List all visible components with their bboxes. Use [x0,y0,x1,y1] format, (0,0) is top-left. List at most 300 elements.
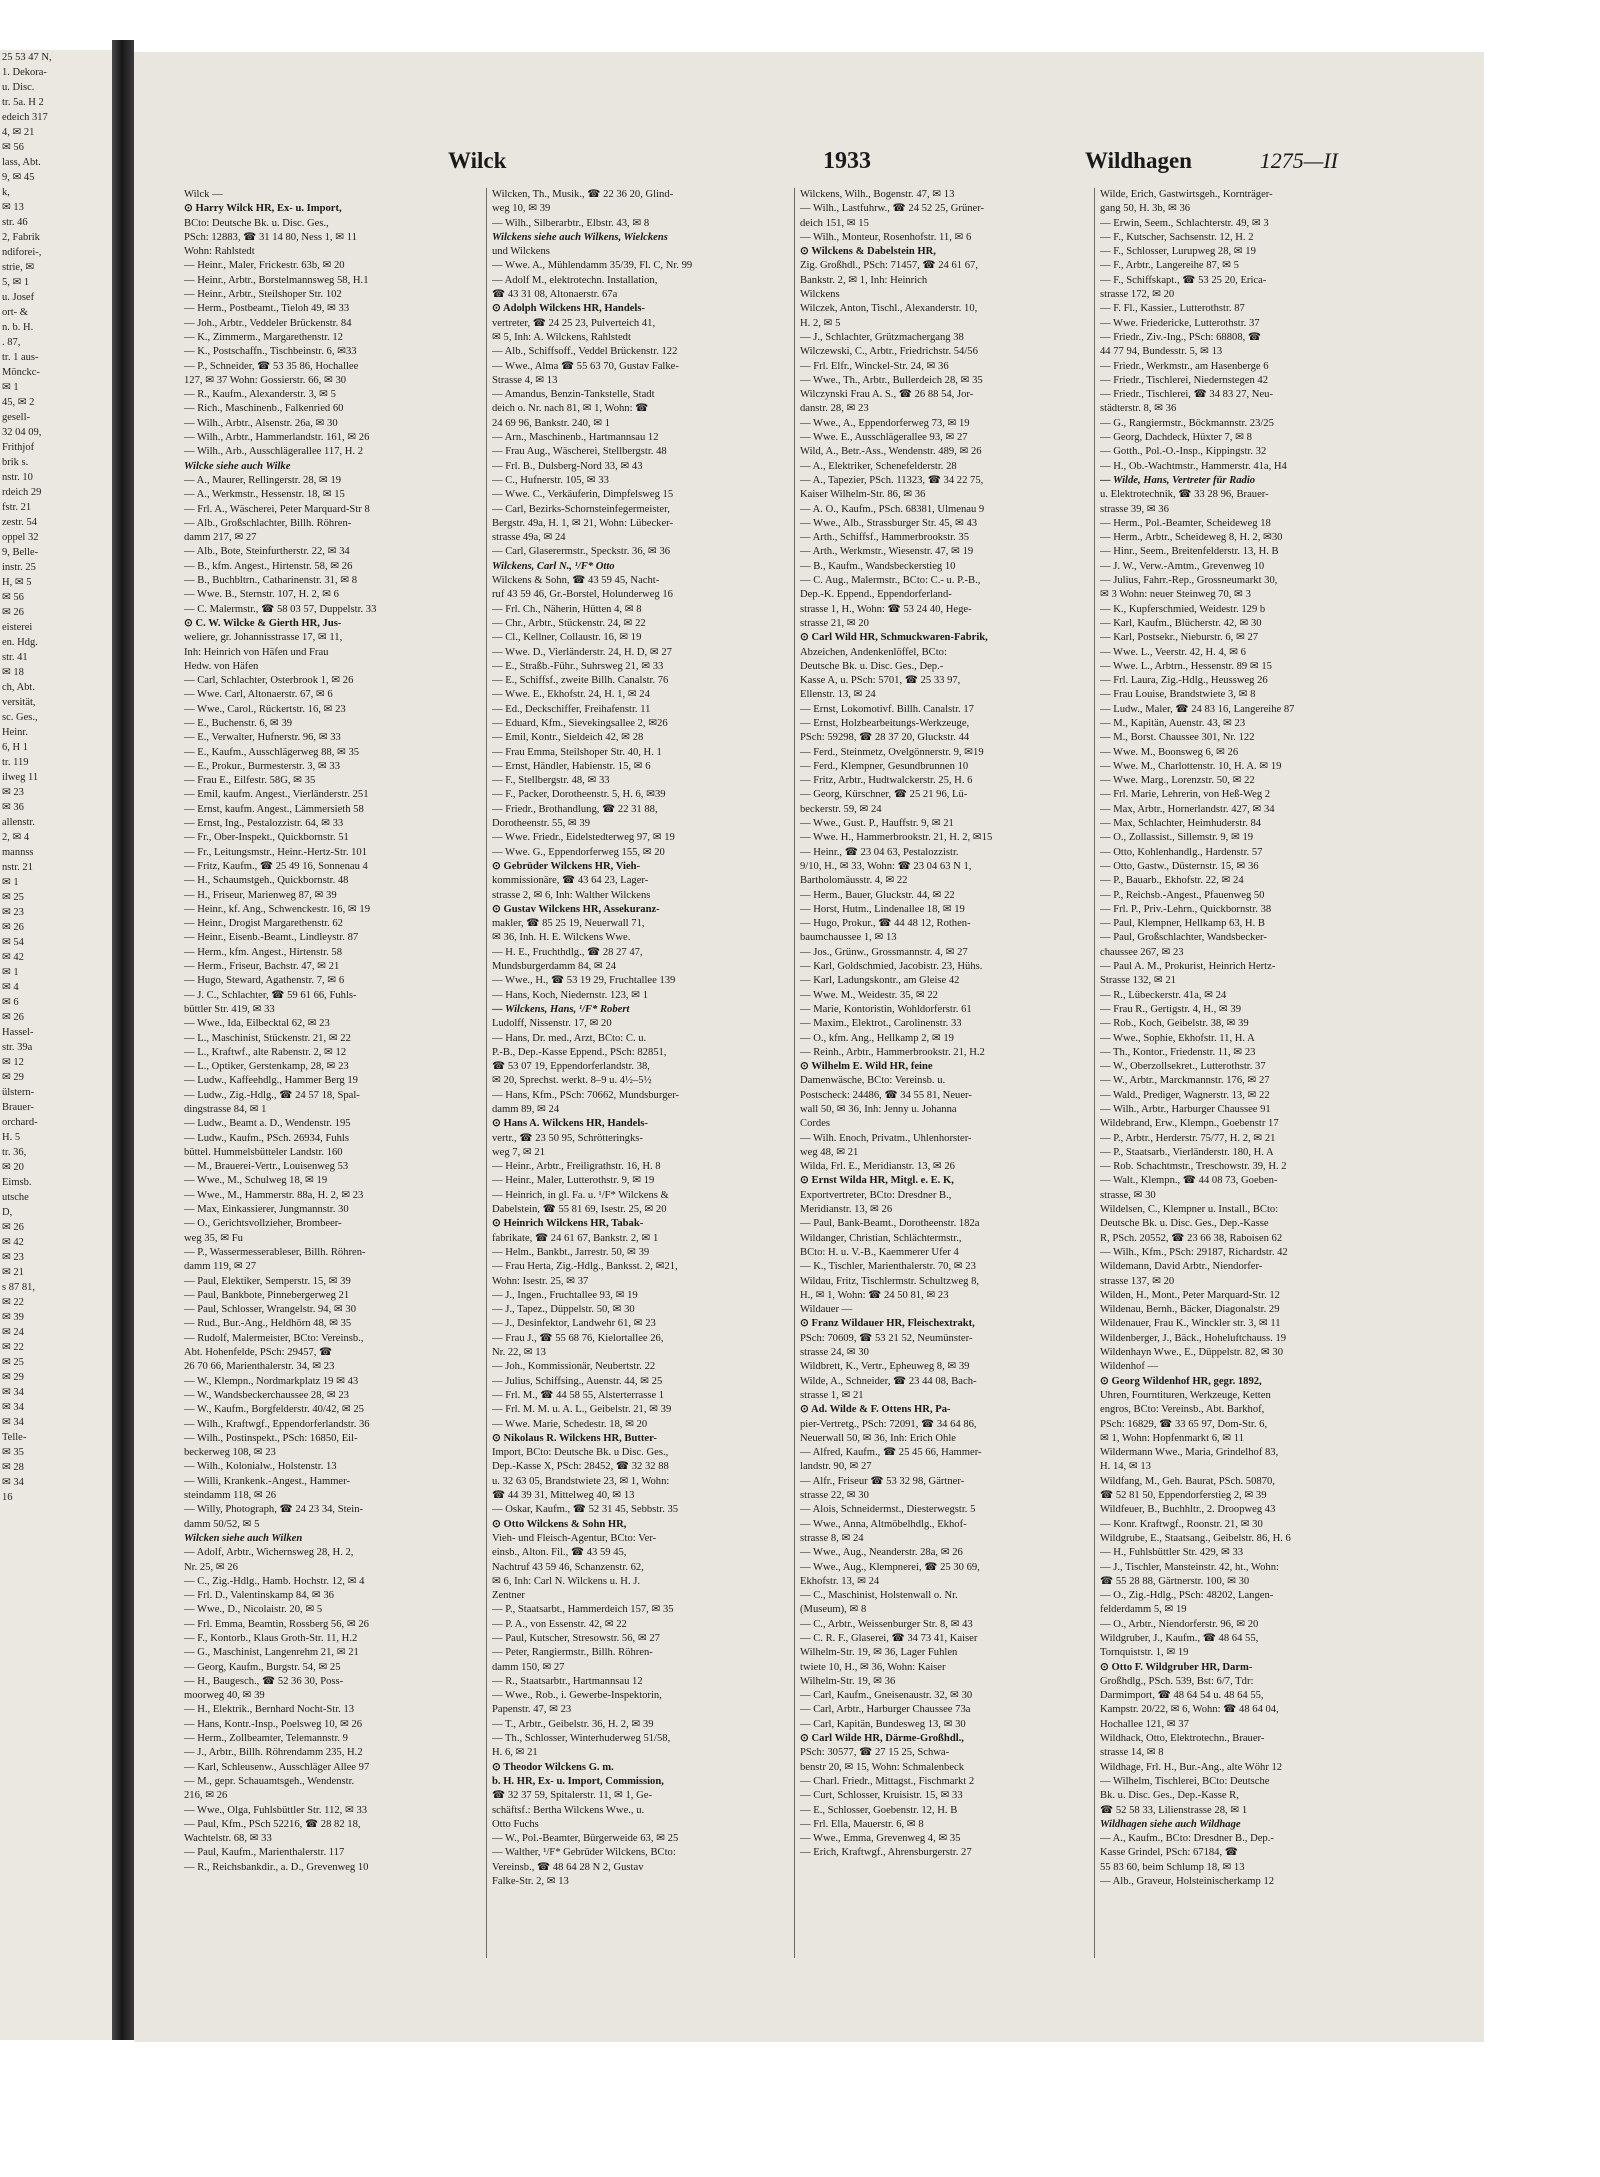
directory-entry: Wilde, A., Schneider, ☎ 23 44 08, Bach- [800,1375,977,1387]
directory-entry: Darmimport, ☎ 48 64 54 u. 48 64 55, [1100,1690,1264,1702]
facing-page-fragment-line: tr. 1 aus- [2,352,39,363]
directory-entry: — Friedr., Brothandlung, ☎ 22 31 88, [492,803,658,815]
directory-entry: — Max, Schlachter, Heimhuderstr. 84 [1100,818,1262,830]
directory-entry: — Frl. M., ☎ 44 58 55, Alsterterrasse 1 [492,1389,665,1401]
directory-entry: fabrikate, ☎ 24 61 67, Bankstr. 2, ✉ 1 [492,1232,659,1244]
directory-entry: Wilhelm-Str. 19, ✉ 36 [800,1675,896,1687]
directory-entry: — F., Arbtr., Langereihe 87, ✉ 5 [1100,260,1239,272]
directory-entry: Kasse A, u. PSch: 5701, ☎ 25 33 97, [800,675,961,687]
directory-entry: — Wwe., H., ☎ 53 19 29, Fruchtallee 139 [492,975,676,987]
facing-page-fragment-line: tr. 36, [2,1147,27,1158]
directory-entry: Abt. Hohenfelde, PSch: 29457, ☎ [184,1347,333,1359]
directory-entry: pier-Vertretg., PSch: 72091, ☎ 34 64 86, [800,1418,977,1430]
directory-entry: — Wwe., Th., Arbtr., Bullerdeich 28, ✉ 35 [800,374,983,386]
directory-entry: — C., Zig.-Hdlg., Hamb. Hochstr. 12, ✉ 4 [184,1575,365,1587]
directory-entry: — Paul, Klempner, Hellkamp 63, H. B [1100,918,1265,930]
directory-entry: Wildenhof — [1100,1361,1159,1373]
directory-entry: — W., Pol.-Beamter, Bürgerweide 63, ✉ 25 [492,1833,679,1845]
directory-entry: (Museum), ✉ 8 [800,1604,867,1616]
directory-entry: — Hans, Kfm., PSch: 70662, Mundsburger- [492,1089,680,1101]
directory-entry: Abzeichen, Andenkenlöffel, BCto: [800,646,947,658]
directory-entry: — Wwe. E., Ekhofstr. 24, H. 1, ✉ 24 [492,689,650,701]
directory-entry: — Rob., Koch, Geibelstr. 38, ✉ 39 [1100,1018,1249,1030]
directory-entry: — Frl. B., Dulsberg-Nord 33, ✉ 43 [492,460,643,472]
directory-entry: — Ludw., Kaufm., PSch. 26934, Fuhls [184,1132,349,1144]
directory-entry: — Wwe., Sophie, Ekhofstr. 11, H. A [1100,1032,1255,1044]
directory-entry: einsb., Alton. Fil., ☎ 43 59 45, [492,1547,627,1559]
directory-entry: — Hinr., Seem., Breitenfelderstr. 13, H. B [1100,546,1279,558]
directory-entry: — Karl, Ladungskontr., am Gleise 42 [800,975,960,987]
directory-entry: — Karl, Postsekr., Nieburstr. 6, ✉ 27 [1100,632,1259,644]
directory-entry: vertr., ☎ 23 50 95, Schrötteringks- [492,1132,643,1144]
directory-entry: strasse 49a, ✉ 24 [492,532,566,544]
facing-page-fragment-line: s 87 81, [2,1282,35,1293]
directory-entry: — Helm., Bankbt., Jarrestr. 50, ✉ 39 [492,1246,650,1258]
directory-entry: Deutsche Bk. u. Disc. Ges., Dep.-Kasse [1100,1218,1269,1230]
directory-entry: — P. A., von Essenstr. 42, ✉ 22 [492,1618,627,1630]
directory-entry: strasse 14, ✉ 8 [1100,1747,1164,1759]
directory-entry: — Heinr., kf. Ang., Schwenckestr. 16, ✉ 19 [184,903,371,915]
directory-entry: strasse 8, ✉ 24 [800,1532,864,1544]
directory-entry: — F., Kutscher, Sachsenstr. 12, H. 2 [1100,231,1254,243]
directory-entry: — Wilh., Lastfuhrw., ☎ 24 52 25, Grüner- [800,203,985,215]
facing-page-fragment-line: k, [2,187,10,198]
facing-page-fragment-line: H. 5 [2,1132,21,1143]
directory-entry: — Herm., Postbeamt., Tieloh 49, ✉ 33 [184,303,350,315]
facing-page-fragment-line: ✉ 1 [2,967,19,978]
directory-entry: u. Elektrotechnik, ☎ 33 28 96, Brauer- [1100,489,1269,501]
directory-entry: twiete 10, H., ✉ 36, Wohn: Kaiser [800,1661,946,1673]
facing-page-fragment-line: ilweg 11 [2,772,39,783]
directory-entry: — T., Arbtr., Geibelstr. 36, H. 2, ✉ 39 [492,1718,654,1730]
directory-entry: — W., Wandsbeckerchaussee 28, ✉ 23 [184,1389,349,1401]
facing-page-fragment-line: ✉ 42 [2,1237,24,1248]
directory-entry: strasse 1, ✉ 21 [800,1389,864,1401]
directory-entry: ✉ 6, Inh: Carl N. Wilckens u. H. J. [492,1575,641,1587]
directory-entry: — A., Elektriker, Schenefelderstr. 28 [800,460,957,472]
directory-entry: — Wald., Prediger, Wagnerstr. 13, ✉ 22 [1100,1089,1270,1101]
directory-entry-firm: ⊙ Gebrüder Wilckens HR, Vieh- [492,860,641,872]
directory-entry: Wildhack, Otto, Elektrotechn., Brauer- [1100,1733,1265,1745]
facing-page-fragment-line: ✉ 12 [2,1057,24,1068]
directory-entry: — Georg, Kürschner, ☎ 25 21 96, Lü- [800,789,968,801]
facing-page-fragment-line: ✉ 29 [2,1072,24,1083]
directory-entry: felderdamm 5, ✉ 19 [1100,1604,1187,1616]
facing-page-fragment-line: ort- & [2,307,28,318]
directory-entry: — Frl. Ella, Mauerstr. 6, ✉ 8 [800,1818,924,1830]
facing-page-fragment-line: Hassel- [2,1027,34,1038]
directory-entry: — Herm., kfm. Angest., Hirtenstr. 58 [184,946,343,958]
directory-entry: Damenwäsche, BCto: Vereinsb. u. [800,1075,946,1087]
directory-entry: — Max, Einkassierer, Jungmannstr. 30 [184,1204,349,1216]
directory-entry: — Arth., Schiffsf., Hammerbrookstr. 35 [800,532,969,544]
directory-entry: — Frau Herta, Zig.-Hdlg., Banksst. 2, ✉21, [492,1261,678,1273]
directory-entry: — Paul, Schlosser, Wrangelstr. 94, ✉ 30 [184,1304,357,1316]
directory-entry: — Ernst, Ing., Pestalozzistr. 64, ✉ 33 [184,818,344,830]
directory-entry: Wohn: Rahlstedt [184,246,255,258]
directory-entry-firm: ⊙ Harry Wilck HR, Ex- u. Import, [184,203,342,215]
directory-entry: — B., kfm. Angest., Hirtenstr. 58, ✉ 26 [184,560,353,572]
directory-entry: — Hugo, Steward, Agathenstr. 7, ✉ 6 [184,975,345,987]
facing-page-fragment-line: strie, ✉ [2,262,35,273]
directory-entry: — P., Bauarb., Ekhofstr. 22, ✉ 24 [1100,875,1244,887]
directory-entry: Kasse Grindel, PSch: 67184, ☎ [1100,1847,1238,1859]
directory-entry: — Wwe. G., Eppendorferweg 155, ✉ 20 [492,846,665,858]
facing-page-fragment-line: ✉ 56 [2,142,24,153]
directory-entry-firm: ⊙ Carl Wild HR, Schmuckwaren-Fabrik, [800,632,988,644]
facing-page-fragment-line: instr. 25 [2,562,36,573]
directory-entry: Neuerwall 50, ✉ 36, Inh: Erich Ohle [800,1432,956,1444]
directory-entry: ✉ 1, Wohn: Hopfenmarkt 6, ✉ 11 [1100,1432,1245,1444]
directory-entry: deich o. Nr. nach 81, ✉ 1, Wohn: ☎ [492,403,649,415]
facing-page-fragment-line: ✉ 39 [2,1312,24,1323]
facing-page-fragment-line: ✉ 34 [2,1402,24,1413]
facing-page-fragment-line: edeich 317 [2,112,48,123]
directory-entry: — J., Arbtr., Billh. Röhrendamm 235, H.2 [184,1747,363,1759]
directory-entry: Wildenau, Bernh., Bäcker, Diagonalstr. 29 [1100,1304,1280,1316]
directory-entry: Wildgruber, J., Kaufm., ☎ 48 64 55, [1100,1632,1259,1644]
directory-entry: strasse 22, ✉ 30 [800,1490,869,1502]
directory-entry: Zentner [492,1590,525,1602]
directory-entry: — J., Tischler, Mansteinstr. 42, ht., Wohn: [1100,1561,1279,1573]
header-page-number: 1275—II [1259,148,1338,173]
directory-entry: Wildbrett, K., Vertr., Epheuweg 8, ✉ 39 [800,1361,970,1373]
directory-entry: — Ernst, Lokomotivf. Billh. Canalstr. 17 [800,703,974,715]
facing-page-fragment-line: ✉ 42 [2,952,24,963]
directory-entry: Wohn: Isestr. 25, ✉ 37 [492,1275,589,1287]
facing-page-fragment-line: Eimsb. [2,1177,32,1188]
directory-entry: — Arn., Maschinenb., Hartmannsau 12 [492,432,659,444]
directory-entry: — Ludw., Beamt a. D., Wendenstr. 195 [184,1118,351,1130]
directory-entry: — O., kfm. Ang., Hellkamp 2, ✉ 19 [800,1032,954,1044]
directory-entry-firm: ⊙ Hans A. Wilckens HR, Handels- [492,1118,648,1130]
facing-page-fragment-line: str. 41 [2,652,28,663]
directory-entry: — Ed., Deckschiffer, Freihafenstr. 11 [492,703,651,715]
directory-entry: — Wwe. L., Veerstr. 42, H. 4, ✉ 6 [1100,646,1246,658]
directory-entry: — Ernst, Holzbearbeitungs-Werkzeuge, [800,717,970,729]
facing-page-fragment-line: ✉ 22 [2,1297,24,1308]
directory-entry: — Wwe. Carl, Altonaerstr. 67, ✉ 6 [184,689,333,701]
facing-page-fragment-line: ✉ 54 [2,937,24,948]
directory-entry: — Frl. Elfr., Winckel-Str. 24, ✉ 36 [800,360,949,372]
directory-entry-firm: ⊙ Otto Wilckens & Sohn HR, [492,1518,627,1530]
facing-page-fragment-line: Telle- [2,1432,27,1443]
directory-entry: — Reinh., Arbtr., Hammerbrookstr. 21, H.2 [800,1046,985,1058]
directory-entry-firm: ⊙ Franz Wildauer HR, Fleischextrakt, [800,1318,975,1330]
directory-entry-firm: ⊙ Wilhelm E. Wild HR, feine [800,1061,933,1073]
directory-entry: — Wwe. Marie, Schedestr. 18, ✉ 20 [492,1418,648,1430]
directory-entry: städterstr. 8, ✉ 36 [1100,403,1177,415]
directory-entry: — H. E., Fruchthdlg., ☎ 28 27 47, [492,946,643,958]
directory-entry: — Ferd., Steinmetz, Ovelgönnerstr. 9, ✉19 [800,746,984,758]
directory-entry: Uhren, Fourntituren, Werkzeuge, Ketten [1100,1389,1271,1401]
directory-entry: — Wwe., Alb., Strassburger Str. 45, ✉ 43 [800,517,978,529]
directory-entry: — Ernst, kaufm. Angest., Lämmersieth 58 [184,803,364,815]
directory-entry: — C., Maschinist, Holstenwall o. Nr. [800,1590,958,1602]
directory-entry: gang 50, H. 3b, ✉ 36 [1100,203,1191,215]
directory-entry: Vieh- und Fleisch-Agentur, BCto: Ver- [492,1532,657,1544]
facing-page-fragment-line: rdeich 29 [2,487,42,498]
directory-entry: — Emil, kaufm. Angest., Vierländerstr. 251 [184,789,369,801]
directory-entry: — R., Staatsarbtr., Hartmannsau 12 [492,1675,643,1687]
directory-entry: Falke-Str. 2, ✉ 13 [492,1876,569,1888]
facing-page-fragment-line: brik s. [2,457,29,468]
directory-entry: — Charl. Friedr., Mittagst., Fischmarkt 2 [800,1775,975,1787]
directory-entry: PSch: 12883, ☎ 31 14 80, Ness 1, ✉ 11 [184,231,357,243]
directory-entry: — Paul, Elektiker, Semperstr. 15, ✉ 39 [184,1275,351,1287]
directory-entry: weg 48, ✉ 21 [800,1146,859,1158]
directory-entry: strasse 39, ✉ 36 [1100,503,1169,515]
directory-entry: H. 14, ✉ 13 [1100,1461,1151,1473]
directory-entry: — Alfr., Friseur ☎ 53 32 98, Gärtner- [800,1475,965,1487]
facing-page-fragment-line: ✉ 21 [2,1267,24,1278]
directory-entry: Import, BCto: Deutsche Bk. u Disc. Ges., [492,1447,669,1459]
directory-entry: — M., Brauerei-Vertr., Louisenweg 53 [184,1161,349,1173]
directory-entry: u. 32 63 05, Brandstwiete 23, ✉ 1, Wohn: [492,1475,670,1487]
directory-entry: PSch: 70609, ☎ 53 21 52, Neumünster- [800,1332,973,1344]
facing-page-fragment-line: allenstr. [2,817,35,828]
directory-entry: — L., Kraftwf., alte Rabenstr. 2, ✉ 12 [184,1046,347,1058]
directory-entry: — G., Rangiermstr., Böckmannstr. 23/25 [1100,417,1274,429]
directory-entry: — F., Kontorb., Klaus Groth-Str. 11, H.2 [184,1632,358,1644]
facing-page-fragment-line: ✉ 26 [2,607,24,618]
directory-entry: — Wwe., A., Eppendorferweg 73, ✉ 19 [800,417,970,429]
directory-entry: ☎ 53 07 19, Eppendorferlandstr. 38, [492,1061,650,1073]
directory-entry: — E., Buchenstr. 6, ✉ 39 [184,717,293,729]
directory-entry: — R., Lübeckerstr. 41a, ✉ 24 [1100,989,1227,1001]
directory-entry: — Paul, Kfm., PSch 52216, ☎ 28 82 18, [184,1818,361,1830]
facing-page-fragment-line: sc. Ges., [2,712,38,723]
directory-entry: schäftsf.: Bertha Wilckens Wwe., u. [492,1804,645,1816]
directory-entry: — Wwe., Anna, Altmöbelhdlg., Ekhof- [800,1518,967,1530]
facing-page-fragment-line: 1. Dekora- [2,67,47,78]
directory-entry: — H., Baugesch., ☎ 52 36 30, Poss- [184,1675,344,1687]
facing-page-fragment-line: eisterei [2,622,33,633]
directory-entry: — Frl. M. M. u. A. L., Geibelstr. 21, ✉ 39 [492,1404,672,1416]
directory-entry: — Frl. Marie, Lehrerin, von Heß-Weg 2 [1100,789,1271,801]
facing-page-fragment-line: str. 46 [2,217,28,228]
directory-entry: strasse 2, ✉ 6, Inh: Walther Wilckens [492,889,651,901]
facing-page-fragment-line: 6, H 1 [2,742,28,753]
directory-entry: H., ✉ 1, Wohn: ☎ 24 50 81, ✉ 23 [800,1289,949,1301]
directory-entry: — Wwe., Aug., Neanderstr. 28a, ✉ 26 [800,1547,963,1559]
facing-page-fragment-line: 9, ✉ 45 [2,172,35,183]
directory-entry: R, PSch. 20552, ☎ 23 66 38, Raboisen 62 [1100,1232,1283,1244]
directory-entry: damm 50/52, ✉ 5 [184,1518,260,1530]
directory-entry: büttel. Hummelsbütteler Landstr. 160 [184,1146,343,1158]
directory-entry: Wildanger, Christian, Schlächtermstr., [800,1232,962,1244]
directory-entry: — Friedr., Tischlerei, ☎ 34 83 27, Neu- [1100,389,1273,401]
directory-entry: Wildermann Wwe., Maria, Grindelhof 83, [1100,1447,1279,1459]
directory-entry: Bergstr. 49a, H. 1, ✉ 21, Wohn: Lübecker- [492,517,674,529]
directory-entry: — E., Schiffsf., zweite Billh. Canalstr. 76 [492,675,669,687]
directory-entry-surname: Wilckens siehe auch Wilkens, Wielckens [492,231,668,243]
facing-page-fragment-line: H, ✉ 5 [2,577,32,588]
directory-entry: strasse 137, ✉ 20 [1100,1275,1175,1287]
directory-entry-firm: ⊙ Otto F. Wildgruber HR, Darm- [1100,1661,1253,1673]
directory-entry: — P., Staatsarb., Vierländerstr. 180, H. A [1100,1146,1274,1158]
facing-page-fragment-line: gesell- [2,412,30,423]
directory-entry: — Wwe., Carol., Rückertstr. 16, ✉ 23 [184,703,346,715]
directory-entry: — Carl, Arbtr., Harburger Chaussee 73a [800,1704,971,1716]
directory-entry: — E., Schlosser, Goebenstr. 12, H. B [800,1804,958,1816]
directory-entry: — Wwe., M., Hammerstr. 88a, H. 2, ✉ 23 [184,1189,364,1201]
directory-entry: — Alb., Schiffsoff., Veddel Brückenstr. 122 [492,346,678,358]
directory-entry: Nr. 22, ✉ 13 [492,1347,546,1359]
facing-page-fragment-line: u. Josef [2,292,35,303]
directory-entry-surname: Wilcken siehe auch Wilken [184,1532,303,1544]
directory-entry: Kampstr. 20/22, ✉ 6, Wohn: ☎ 48 64 04, [1100,1704,1279,1716]
directory-entry: — Frau Louise, Brandstwiete 3, ✉ 8 [1100,689,1256,701]
directory-column-1 [184,188,485,1968]
column-divider [794,188,795,1958]
directory-entry: damm 119, ✉ 27 [184,1261,257,1273]
directory-entry: strasse, ✉ 30 [1100,1189,1156,1201]
directory-entry: Dorotheenstr. 55, ✉ 39 [492,818,591,830]
directory-entry: — Wilh., Arb., Ausschlägerallee 117, H. 2 [184,446,364,458]
directory-entry: — Emil, Kontr., Sieldeich 42, ✉ 28 [492,732,644,744]
directory-entry: — P., Staatsarbt., Hammerdeich 157, ✉ 35 [492,1604,674,1616]
directory-entry: ☎ 52 58 33, Lilienstrasse 28, ✉ 1 [1100,1804,1248,1816]
directory-entry: weg 35, ✉ Fu [184,1232,243,1244]
directory-entry: 127, ✉ 37 Wohn: Gossierstr. 66, ✉ 30 [184,374,347,386]
header-year: 1933 [823,148,871,174]
facing-page-fragment-line: lass, Abt. [2,157,41,168]
directory-entry: — Julius, Fahrr.-Rep., Grossneumarkt 30, [1100,575,1278,587]
directory-entry: Bartholomäusstr. 4, ✉ 22 [800,875,908,887]
facing-page-fragment-line: ✉ 35 [2,1447,24,1458]
directory-entry: — A., Werkmstr., Hessenstr. 18, ✉ 15 [184,489,345,501]
directory-entry: — M., Borst. Chaussee 301, Nr. 122 [1100,732,1255,744]
directory-entry: — Willi, Krankenk.-Angest., Hammer- [184,1475,350,1487]
directory-entry: — Frau Emma, Steilshoper Str. 40, H. 1 [492,746,662,758]
directory-entry: — Paul, Großschlachter, Wandsbecker- [1100,932,1267,944]
directory-entry: — K., Tischler, Marienthalerstr. 70, ✉ 23 [800,1261,976,1273]
directory-entry: ✉ 3 Wohn: neuer Steinweg 70, ✉ 3 [1100,589,1251,601]
directory-entry: Wachtelstr. 68, ✉ 33 [184,1833,272,1845]
directory-entry: Wildelsen, C., Klempner u. Install., BCto: [1100,1204,1279,1216]
directory-entry-firm: ⊙ Georg Wildenhof HR, gegr. 1892, [1100,1375,1262,1387]
directory-entry: Bk. u. Disc. Ges., Dep.-Kasse R, [1100,1790,1239,1802]
directory-entry: chaussee 267, ✉ 23 [1100,946,1184,958]
directory-entry: — C., Hufnerstr. 105, ✉ 33 [492,474,609,486]
directory-entry: ☎ 44 39 31, Mittelweg 40, ✉ 13 [492,1490,635,1502]
directory-entry: — Fr., Ober-Inspekt., Quickbornstr. 51 [184,832,349,844]
directory-entry: — Wwe. Friedr., Eidelstedterweg 97, ✉ 19 [492,832,675,844]
facing-page-fragment-line: 9, Belle- [2,547,39,558]
directory-entry: Wildgrube, E., Staatsang., Geibelstr. 86, H. 6 [1100,1532,1291,1544]
directory-entry: — Amandus, Benzin-Tankstelle, Stadt [492,389,655,401]
directory-entry: Wildauer — [800,1304,853,1316]
facing-page-fragment-line: 2, ✉ 4 [2,832,30,843]
directory-entry: Vereinsb., ☎ 48 64 28 N 2, Gustav [492,1861,644,1873]
directory-entry: — Frau R., Gertigstr. 4, H., ✉ 39 [1100,1003,1241,1015]
directory-entry: und Wilckens [492,246,550,258]
directory-entry: — E., Straßb.-Führ., Suhrsweg 21, ✉ 33 [492,660,664,672]
directory-entry: — Wwe. Friedericke, Lutterothstr. 37 [1100,317,1260,329]
directory-entry: — A. O., Kaufm., PSch. 68381, Ulmenau 9 [800,503,985,515]
directory-entry: — Wwe. L., Arbtrn., Hessenstr. 89 ✉ 15 [1100,660,1272,672]
directory-entry: Wilcken, Th., Musik., ☎ 22 36 20, Glind- [492,189,674,200]
directory-entry-firm: ⊙ Adolph Wilckens HR, Handels- [492,303,646,315]
directory-entry: — Rudolf, Malermeister, BCto: Vereinsb., [184,1332,364,1344]
directory-entry-firm: ⊙ C. W. Wilcke & Gierth HR, Jus- [184,617,342,629]
facing-page-fragment-line: Heinr. [2,727,28,738]
directory-entry: ✉ 20, Sprechst. werkt. 8–9 u. 4½–5½ [492,1075,652,1087]
facing-page-fragment-line: ✉ 34 [2,1387,24,1398]
directory-entry: — Georg, Dachdeck, Hüxter 7, ✉ 8 [1100,432,1252,444]
directory-entry: — Fritz, Kaufm., ☎ 25 49 16, Sonnenau 4 [184,860,368,872]
facing-page-fragment-line: ülstern- [2,1087,35,1098]
directory-column-4 [1100,188,1390,1968]
directory-entry: — Wwe., Rob., i. Gewerbe-Inspektorin, [492,1690,662,1702]
directory-entry: damm 217, ✉ 27 [184,532,257,544]
directory-entry: — Wwe. Marg., Lorenzstr. 50, ✉ 22 [1100,775,1255,787]
directory-entry: Ellenstr. 13, ✉ 24 [800,689,876,701]
directory-entry: — J. C., Schlachter, ☎ 59 61 66, Fuhls- [184,989,357,1001]
directory-entry: — C. Malermstr., ☎ 58 03 57, Duppelstr. 33 [184,603,377,615]
directory-entry: PSch: 59298, ☎ 28 37 20, Gluckstr. 44 [800,732,970,744]
directory-entry: — Erwin, Seem., Schlachterstr. 49, ✉ 3 [1100,217,1269,229]
directory-entry: — A., Tapezier, PSch. 11323, ☎ 34 22 75, [800,474,984,486]
directory-entry: Strasse 4, ✉ 13 [492,374,558,386]
directory-entry: baumchaussee 1, ✉ 13 [800,932,897,944]
directory-entry: — B., Kaufm., Wandsbeckerstieg 10 [800,560,956,572]
directory-entry: — Wwe. M., Boonsweg 6, ✉ 26 [1100,746,1239,758]
directory-entry: — J., Desinfektor, Landwehr 61, ✉ 23 [492,1318,656,1330]
facing-page-fragment-line: ✉ 56 [2,592,24,603]
directory-entry: H. 6, ✉ 21 [492,1747,538,1759]
facing-page-fragment-line: Brauer- [2,1102,34,1113]
directory-entry: — Rob. Schachtmstr., Treschowstr. 39, H. 2 [1100,1161,1287,1173]
directory-entry: — O., Arbtr., Niendorferstr. 96, ✉ 20 [1100,1618,1259,1630]
directory-entry: — H., Ob.-Wachtmstr., Hammerstr. 41a, H4 [1100,460,1287,472]
directory-entry: Wilczynski Frau A. S., ☎ 26 88 54, Jor- [800,389,974,401]
facing-page-fragment-line: oppel 32 [2,532,39,543]
directory-entry: vertreter, ☎ 24 25 23, Pulverteich 41, [492,317,656,329]
directory-entry: — Paul A. M., Prokurist, Heinrich Hertz- [1100,961,1276,973]
directory-entry: — Herm., Bauer, Gluckstr. 44, ✉ 22 [800,889,955,901]
directory-entry: makler, ☎ 85 25 19, Neuerwall 71, [492,918,645,930]
directory-entry: — K., Kupferschmied, Weidestr. 129 b [1100,603,1266,615]
directory-entry: — W., Oberzollsekret., Lutterothstr. 37 [1100,1061,1266,1073]
facing-page-fragment-line: ✉ 20 [2,1162,24,1173]
facing-page-fragment-line: u. Disc. [2,82,35,93]
directory-entry: — Herm., Arbtr., Scheideweg 8, H. 2, ✉30 [1100,532,1283,544]
directory-entry: — F. Fl., Kassier., Lutterothstr. 87 [1100,303,1245,315]
header-left-keyword: Wilck [448,148,507,173]
directory-entry: — Paul, Bank-Beamt., Dorotheenstr. 182a [800,1218,980,1230]
directory-entry: — A., Kaufm., BCto: Dresdner B., Dep.- [1100,1833,1274,1845]
directory-entry: Strasse 132, ✉ 21 [1100,975,1176,987]
directory-entry: benstr 20, ✉ 15, Wohn: Schmalenbeck [800,1761,965,1773]
directory-entry: — Heinr., Arbtr., Steilshoper Str. 102 [184,289,342,301]
directory-entry: — Joh., Kommissionär, Neubertstr. 22 [492,1361,656,1373]
directory-entry: — Wwe. H., Hammerbrookstr. 21, H. 2, ✉15 [800,832,993,844]
directory-entry: Wildhage, Frl. H., Bur.-Ang., alte Wöhr 12 [1100,1761,1283,1773]
directory-entry: — C. Aug., Malermstr., BCto: C.- u. P.-B., [800,575,981,587]
directory-entry: — Th., Schlosser, Winterhuderweg 51/58, [492,1733,671,1745]
facing-page-fragment-line: ✉ 1 [2,382,19,393]
directory-entry: — E., Prokur., Burmesterstr. 3, ✉ 33 [184,760,341,772]
directory-entry: H. 2, ✉ 5 [800,317,841,329]
directory-entry: 26 70 66, Marienthalerstr. 34, ✉ 23 [184,1361,335,1373]
directory-entry: — Ludw., Zig.-Hdlg., ☎ 24 57 18, Spal- [184,1089,360,1101]
directory-entry: strasse 172, ✉ 20 [1100,289,1175,301]
directory-entry: — Frau Aug., Wäscherei, Stellbergstr. 48 [492,446,667,458]
directory-entry: — R., Reichsbankdir., a. D., Grevenweg 10 [184,1861,369,1873]
directory-entry: — R., Kaufm., Alexanderstr. 3, ✉ 5 [184,389,336,401]
